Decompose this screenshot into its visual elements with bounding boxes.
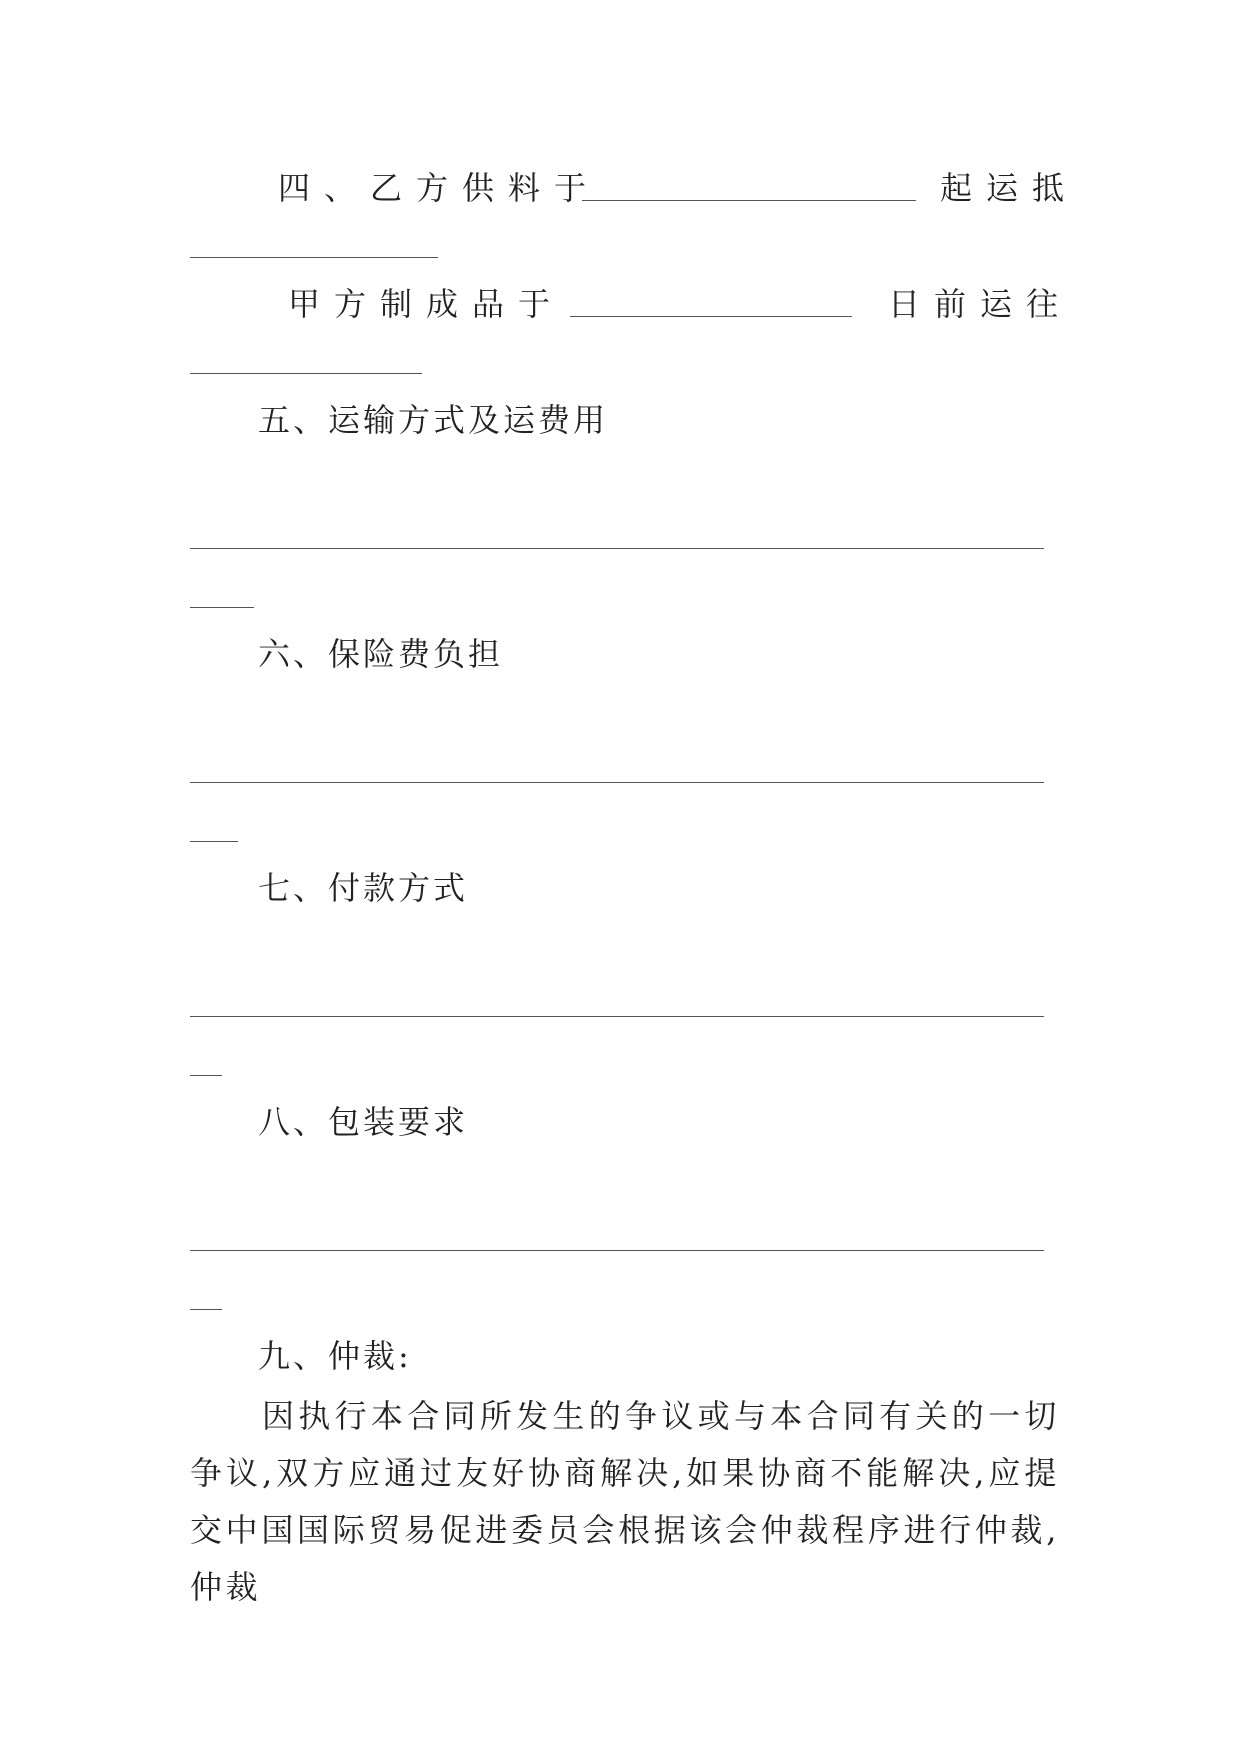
clause4-line1-suffix: 起运抵 [940,169,1079,207]
clause4-line2-prefix: 甲方制成品于 [288,285,565,323]
clause4-destination-blank [190,257,438,258]
clause4-line2-suffix: 日前运往 [888,285,1073,323]
clause5-fill-line-end [190,607,254,608]
clause8-fill-line-end [190,1309,222,1310]
clause4-line1-prefix: 四、乙方供料于 [278,169,601,207]
clause4-origin-blank [582,200,916,201]
clause6-fill-line [190,782,1044,783]
clause7-fill-line [190,1016,1044,1017]
clause6-heading: 六、保险费负担 [258,635,504,673]
clause5-fill-line [190,548,1044,549]
clause5-heading: 五、运输方式及运费用 [258,401,609,439]
clause9-heading: 九、仲裁: [258,1337,412,1375]
clause8-heading: 八、包装要求 [258,1103,469,1141]
clause4-ship-to-blank [190,373,422,374]
clause7-fill-line-end [190,1075,222,1076]
clause6-fill-line-end [190,841,238,842]
clause7-heading: 七、付款方式 [258,869,469,907]
clause9-body: 因执行本合同所发生的争议或与本合同有关的一切争议,双方应通过友好协商解决,如果协商不能解决,应提交中国国际贸易促进委员会根据该会仲裁程序进行仲裁,仲裁 [190,1397,1060,1606]
clause4-date-blank [570,316,852,317]
clause8-fill-line [190,1250,1044,1251]
